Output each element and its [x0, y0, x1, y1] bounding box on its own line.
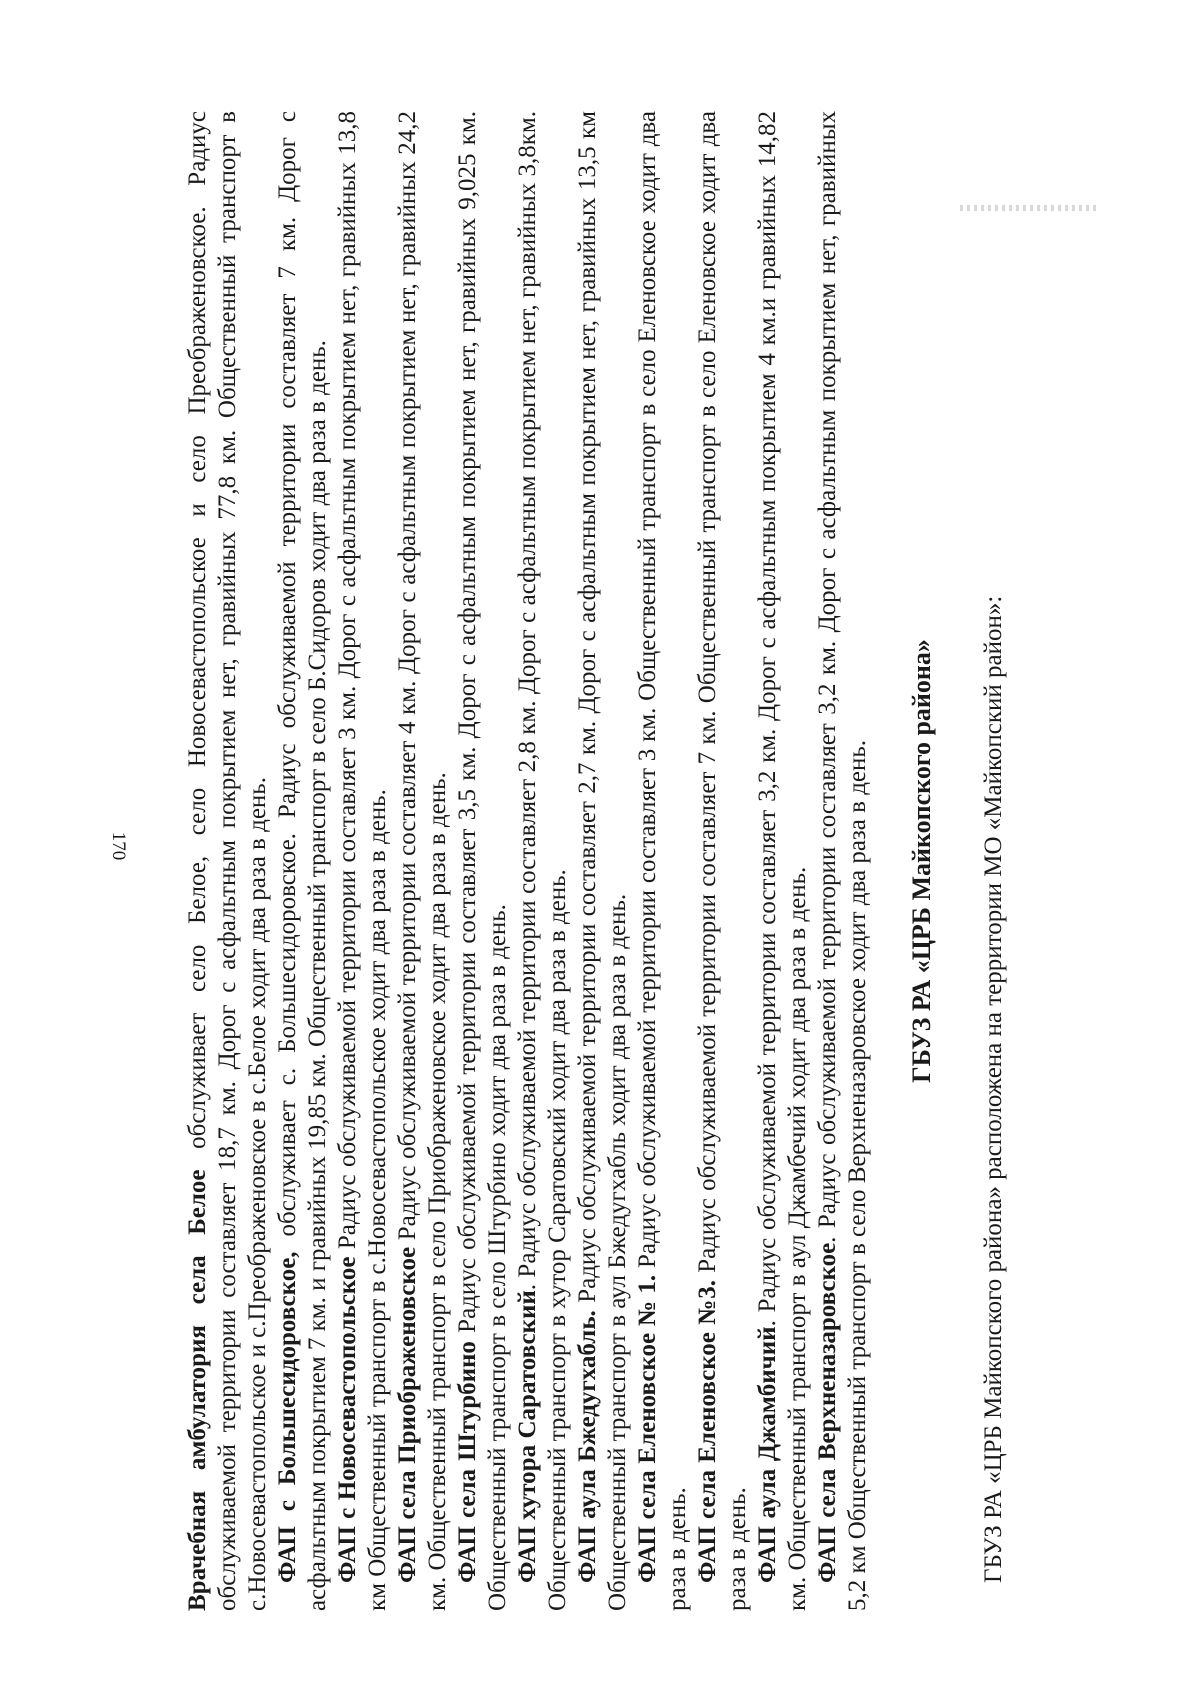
paragraph-elenovskoe-3 — [693, 111, 753, 1611]
rotated-page-content — [183, 111, 1009, 1611]
paragraph-text: . Радиус обслуживаемой территории составляет 3,2 км. Дорог с асфальтным покрытием 4 км.и гравийных 14,82 км. Общественный транспорт в аул Джамбечий ходит два раза в день. — [754, 110, 811, 1611]
paragraph-title: ФАП села Приображеновское — [394, 1246, 421, 1583]
paragraph-title: ФАП аула Бжедугхабль. — [574, 1310, 601, 1583]
paragraph-text: Радиус обслуживаемой территории составляет 4 км. Дорог с асфальтным покрытием нет, гравийных 24,2 км. Общественный транспорт в село Приображеновское ходит два раза в день. — [394, 111, 451, 1611]
paragraph-text: Радиус обслуживаемой территории составляет 2,7 км. Дорог с асфальтным покрытием нет, гравийных 13,5 км Общественный транспорт в аул Бжедугхабль ходит два раза в день. — [574, 110, 631, 1611]
paragraph-dzhambichiy — [753, 111, 813, 1611]
paragraph-text: Радиус обслуживаемой территории составляет 3,5 км. Дорог с асфальтным покрытием нет, гравийных 9,025 км. Общественный транспорт в село Штурбино ходит два раза в день. — [454, 110, 511, 1611]
paragraph-belye — [183, 111, 273, 1611]
paragraph-novosevastopolskoe — [333, 111, 393, 1611]
paragraph-text: обслуживает с. Большесидоровское. Радиус обслуживаемой территории составляет 7 км. Дорог с асфальтным покрытием 7 км. и гравийных 19,85 км. Общественный транспорт в село Б.Сидоров ходит два раза в день. — [274, 110, 331, 1611]
paragraph-text: обслуживает село Белое, село Новосевастопольское и село Преображеновское. Радиус обслуживаемой территории составляет 18,7 км. Дорог с асфальтным покрытием нет, гравийных 77,8 км. Общественный транспорт в с.Новосевастопольское и с.Преображеновское в с.Белое ходит два раза в день. — [184, 111, 271, 1611]
paragraph-saratovsky — [513, 111, 573, 1611]
paragraph-title: Врачебная амбулатория села Белое — [184, 1169, 211, 1611]
paragraph-title: ФАП с Большесидоровское, — [274, 1251, 301, 1583]
paragraph-title: ФАП села Еленовское № 1. — [634, 1274, 661, 1583]
paragraph-title: ФАП хутора Саратовский — [514, 1290, 541, 1583]
paragraph-priobrazhenovskoe — [393, 111, 453, 1611]
paragraph-elenovskoe-1 — [633, 111, 693, 1611]
paragraph-verkhnenazarovskoe — [813, 111, 873, 1611]
paragraph-title: ФАП аула Джамбичий — [754, 1326, 781, 1583]
paragraph-shturbino — [453, 111, 513, 1611]
section-heading: ГБУЗ РА «ЦРБ Майкопского района» — [907, 639, 936, 1083]
paragraph-text: Радиус обслуживаемой территории составляет 3 км. Общественный транспорт в село Еленовское ходит два раза в день. — [634, 111, 691, 1611]
section-intro-text: ГБУЗ РА «ЦРБ Майкопского района» расположена на территории МО «Майкопский район»: — [980, 595, 1007, 1583]
paragraph-title: ФАП села Верхненазаровское — [814, 1242, 841, 1583]
page-number: 170 — [108, 831, 129, 861]
paragraph-text: . Радиус обслуживаемой территории составляет 3,2 км. Дорог с асфальтным покрытием нет, гравийных 5,2 км Общественный транспорт в село Верхненазаровское ходит два раза в день. — [814, 110, 871, 1611]
paragraph-title: ФАП с Новосевастопольское — [334, 1256, 361, 1583]
paragraph-text: Радиус обслуживаемой территории составляет 7 км. Общественный транспорт в село Еленовское ходит два раза в день. — [694, 111, 751, 1611]
paragraph-title: ФАП села Еленовское №3. — [694, 1280, 721, 1583]
paragraph-title: ФАП села Штурбино — [454, 1341, 481, 1583]
paragraph-text: Радиус обслуживаемой территории составляет 3 км. Дорог с асфальтным покрытием нет, гравийных 13,8 км Общественный транспорт в с.Новосевастопольское ходит два раза в день. — [334, 111, 391, 1611]
paragraph-bolshesidorovskoe — [273, 111, 333, 1611]
paragraph-text: . Радиус обслуживаемой территории составляет 2,8 км. Дорог с асфальтным покрытием нет, гравийных 3,8км. Общественный транспорт в хутор Саратовский ходит два раза в день. — [514, 110, 571, 1611]
paragraph-bzhedugkhabl — [573, 111, 633, 1611]
